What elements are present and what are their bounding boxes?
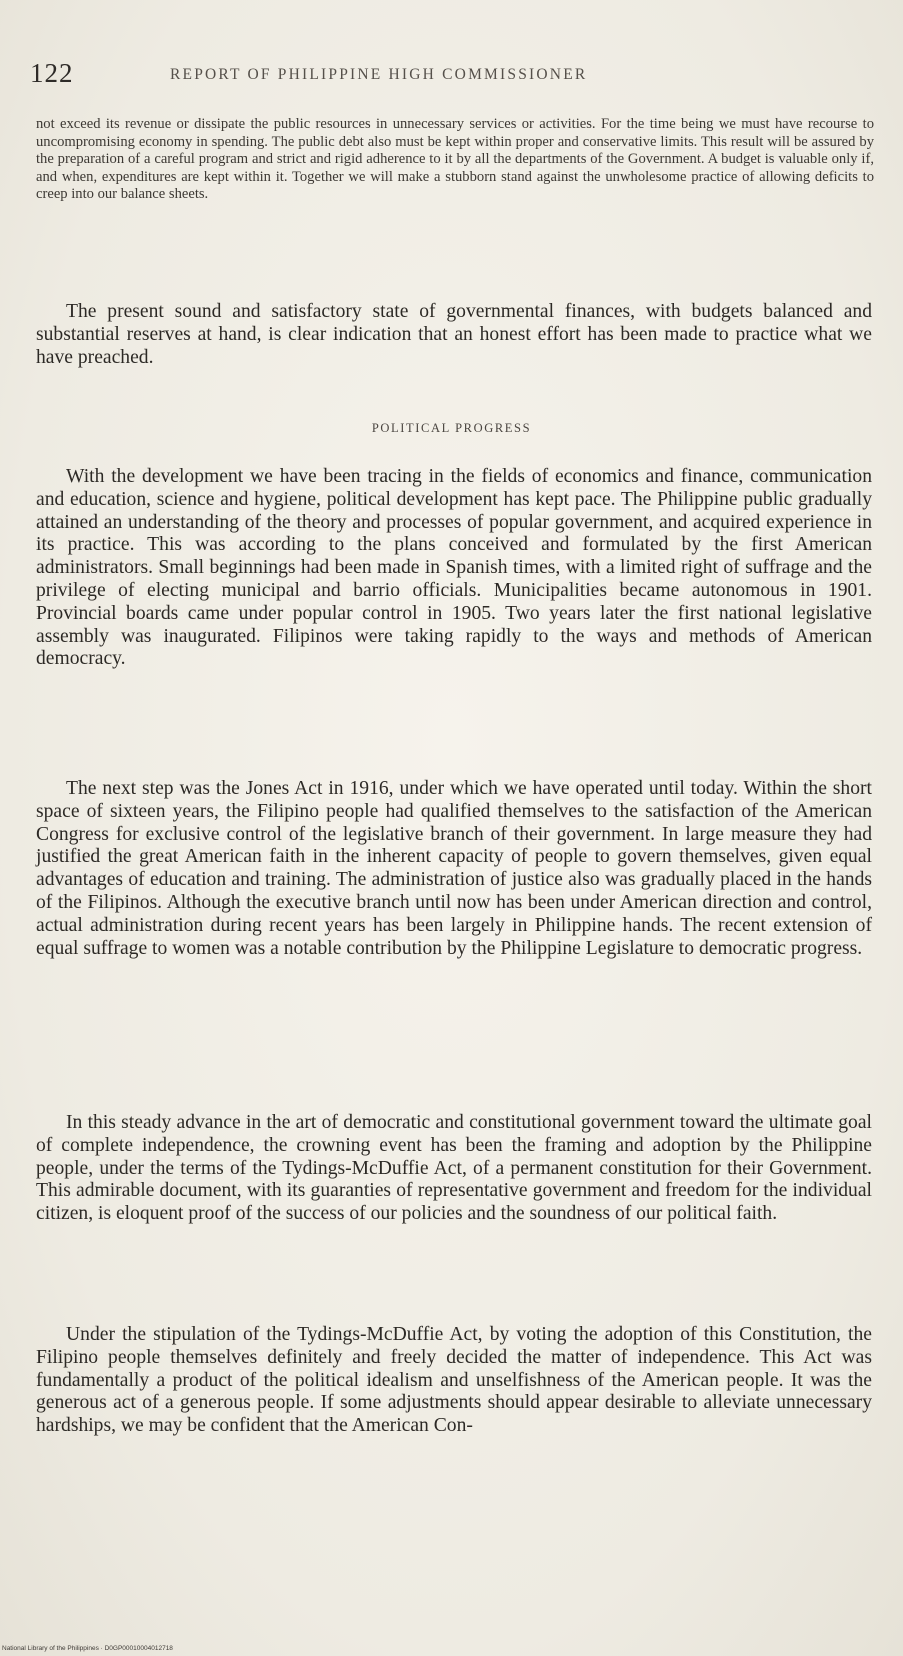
paragraph-independence: Under the stipulation of the Tydings-McDuffie Act, by voting the adoption of this Constitution, the Filipino people themselves definitely and freely decided the matter of independence. This Act was fundamentally a product of the political idealism and unselfishness of the American people. It was the generous act of a generous people. If some adjustments should appear desirable to alleviate unnecessary hardships, we may be confident that the American Con-	[36, 1324, 872, 1437]
quoted-passage: not exceed its revenue or dissipate the public resources in unnecessary services or activities. For the time being we must have recourse to uncompromising economy in spending. The public debt also must be kept within proper and conservative limits. This result will be assured by the preparation of a careful program and strict and rigid adherence to it by all the departments of the Government. A budget is valuable only if, and when, expenditures are kept within it. Together we will make a stubborn stand against the unwholesome practice of allowing deficits to creep into our balance sheets.	[36, 116, 874, 203]
running-head: REPORT OF PHILIPPINE HIGH COMMISSIONER	[170, 66, 588, 83]
paragraph-constitution: In this steady advance in the art of democratic and constitutional government toward the ultimate goal of complete independence, the crowning event has been the framing and adoption by the Philippine people, under the terms of the Tydings-McDuffie Act, of a permanent constitution for their Government. This admirable document, with its guaranties of representative government and freedom for the individual citizen, is eloquent proof of the success of our policies and the soundness of our political faith.	[36, 1112, 872, 1225]
section-heading: POLITICAL PROGRESS	[371, 421, 532, 435]
footer-credit: National Library of the Philippines · D0GP00010004012718	[2, 1645, 173, 1652]
paragraph-jones-act: The next step was the Jones Act in 1916, under which we have operated until today. Within the short space of sixteen years, the Filipino people had qualified themselves to the satisfaction of the American Congress for exclusive control of the legislative branch of their government. In large measure they had justified the great American faith in the inherent capacity of people to govern themselves, given equal advantages of education and training. The administration of justice also was gradually placed in the hands of the Filipinos. Although the executive branch until now has been under American direction and control, actual administration during recent years has been largely in Philippine hands. The recent extension of equal suffrage to women was a notable contribution by the Philippine Legislature to democratic progress.	[36, 778, 872, 959]
paragraph-political-development: With the development we have been tracing in the fields of economics and finance, communication and education, science and hygiene, political development has kept pace. The Philippine public gradually attained an understanding of the theory and processes of popular government, and acquired experience in its practice. This was according to the plans conceived and formulated by the first American administrators. Small beginnings had been made in Spanish times, with a limited right of suffrage and the privilege of electing municipal and barrio officials. Municipalities became autonomous in 1901. Provincial boards came under popular control in 1905. Two years later the first national legislative assembly was inaugurated. Filipinos were taking rapidly to the ways and methods of American democracy.	[36, 466, 872, 670]
page-header	[30, 58, 870, 92]
page-number: 122	[30, 58, 74, 88]
paragraph-finances: The present sound and satisfactory state of governmental finances, with budgets balanced and substantial reserves at hand, is clear indication that an honest effort has been made to practice what we have preached.	[36, 301, 872, 368]
